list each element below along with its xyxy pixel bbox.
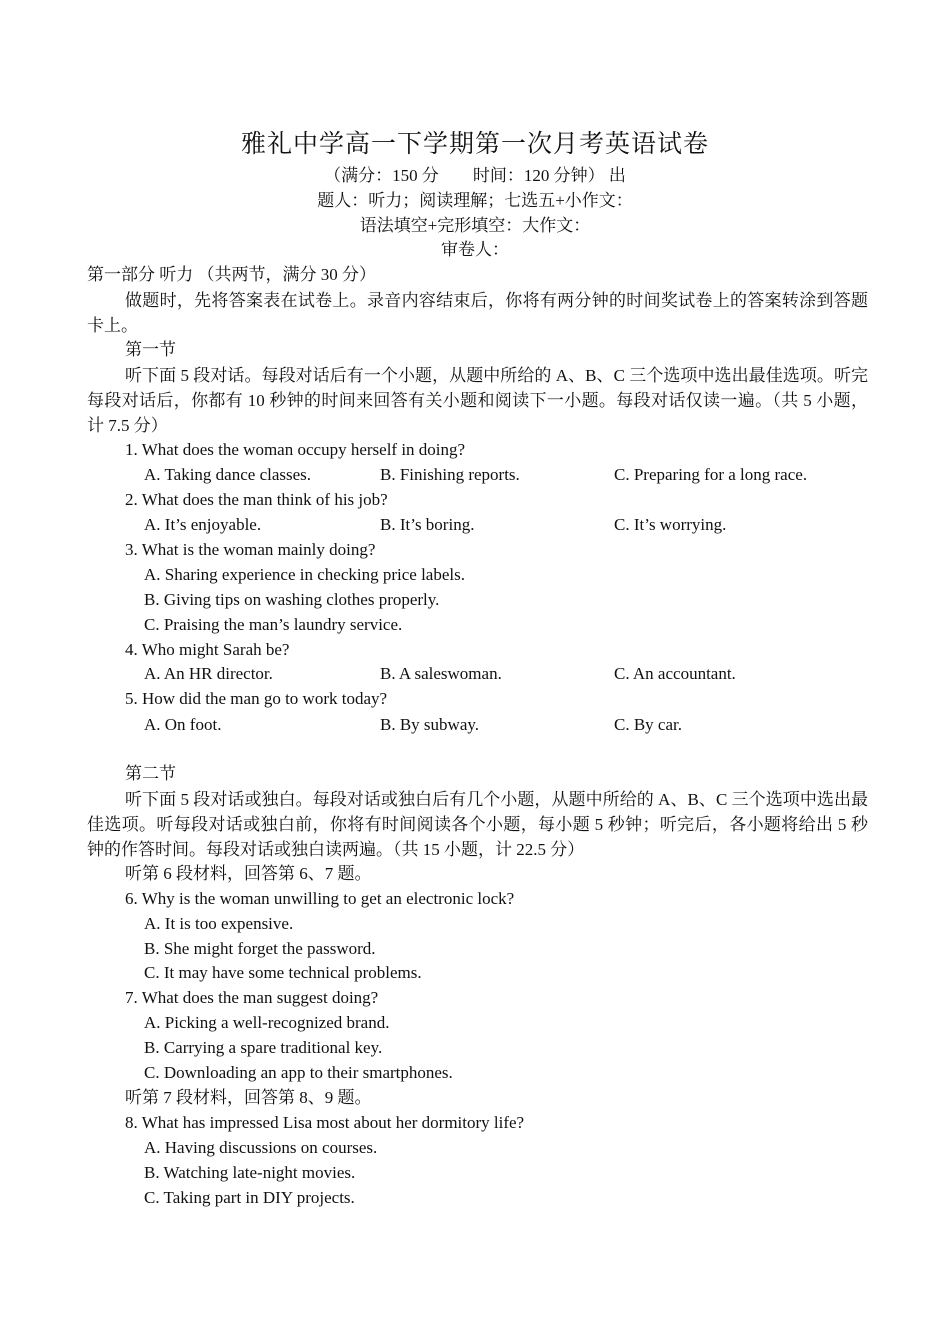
question-1-option-c: C. Preparing for a long race. — [614, 465, 808, 484]
question-3-option-b: B. Giving tips on washing clothes properly. — [144, 590, 440, 609]
part1-instructions — [87, 288, 868, 338]
question-5: 5. How did the man go to work today? — [125, 689, 388, 708]
question-8: 8. What has impressed Lisa most about her dormitory life? — [125, 1113, 525, 1132]
section1-instructions — [87, 363, 868, 438]
reviewer-line: 审卷人： — [441, 240, 509, 259]
material-7-heading: 听第 7 段材料，回答第 8、9 题。 — [125, 1088, 372, 1107]
question-3-option-a: A. Sharing experience in checking price labels. — [144, 565, 465, 584]
question-8-option-a: A. Having discussions on courses. — [144, 1138, 378, 1157]
question-1-option-a: A. Taking dance classes. — [144, 465, 312, 484]
question-7-option-c: C. Downloading an app to their smartphones. — [144, 1063, 453, 1082]
question-2-option-a: A. It’s enjoyable. — [144, 515, 262, 534]
question-5-option-b: B. By subway. — [380, 715, 480, 734]
question-8-option-b: B. Watching late-night movies. — [144, 1163, 356, 1182]
question-2-option-b: B. It’s boring. — [380, 515, 475, 534]
score-time-line: （满分：150 分 时间：120 分钟） 出 — [324, 166, 626, 185]
question-2-option-c: C. It’s worrying. — [614, 515, 727, 534]
section1-instructions-text: 听下面 5 段对话。每段对话后有一个小题，从题中所给的 A、B、C 三个选项中选出最佳选项。听完每段对话后，你都有 10 秒钟的时间来回答有关小题和阅读下一小题。每段对话仅读一遍。（共 5 小题，计 7.5 分） — [87, 366, 868, 435]
question-6-option-a: A. It is too expensive. — [144, 914, 294, 933]
question-2: 2. What does the man think of his job? — [125, 490, 388, 509]
section2-instructions — [87, 787, 868, 862]
question-3: 3. What is the woman mainly doing? — [125, 540, 376, 559]
authors-line-2: 语法填空+完形填空：大作文： — [359, 216, 591, 235]
question-4: 4. Who might Sarah be? — [125, 640, 290, 659]
section2-heading: 第二节 — [125, 764, 176, 783]
question-7-option-a: A. Picking a well-recognized brand. — [144, 1013, 390, 1032]
question-6-option-c: C. It may have some technical problems. — [144, 963, 422, 982]
question-5-option-c: C. By car. — [614, 715, 682, 734]
authors-line-1: 题人：听力；阅读理解；七选五+小作文： — [317, 191, 633, 210]
question-1-option-b: B. Finishing reports. — [380, 465, 520, 484]
question-7-option-b: B. Carrying a spare traditional key. — [144, 1038, 383, 1057]
question-1: 1. What does the woman occupy herself in doing? — [125, 440, 466, 459]
question-4-option-c: C. An accountant. — [614, 664, 736, 683]
question-6-option-b: B. She might forget the password. — [144, 939, 376, 958]
question-4-option-a: A. An HR director. — [144, 664, 273, 683]
part1-heading: 第一部分 听力 （共两节，满分 30 分） — [87, 265, 376, 284]
exam-title: 雅礼中学高一下学期第一次月考英语试卷 — [240, 131, 709, 158]
part1-instructions-text: 做题时，先将答案表在试卷上。录音内容结束后，你将有两分钟的时间奖试卷上的答案转涂到答题卡上。 — [87, 291, 868, 335]
question-8-option-c: C. Taking part in DIY projects. — [144, 1188, 355, 1207]
question-7: 7. What does the man suggest doing? — [125, 988, 379, 1007]
question-3-option-c: C. Praising the man’s laundry service. — [144, 615, 403, 634]
question-4-option-b: B. A saleswoman. — [380, 664, 502, 683]
section1-heading: 第一节 — [125, 340, 176, 359]
section2-instructions-text: 听下面 5 段对话或独白。每段对话或独白后有几个小题，从题中所给的 A、B、C 三个选项中选出最佳选项。听每段对话或独白前，你将有时间阅读各个小题，每小题 5 秒钟；听完后，各小题将给出 5 秒钟的作答时间。每段对话或独白读两遍。（共 15 小题，计 22.5 分） — [87, 790, 868, 859]
question-5-option-a: A. On foot. — [144, 715, 222, 734]
question-6: 6. Why is the woman unwilling to get an electronic lock? — [125, 889, 515, 908]
material-6-heading: 听第 6 段材料，回答第 6、7 题。 — [125, 864, 372, 883]
